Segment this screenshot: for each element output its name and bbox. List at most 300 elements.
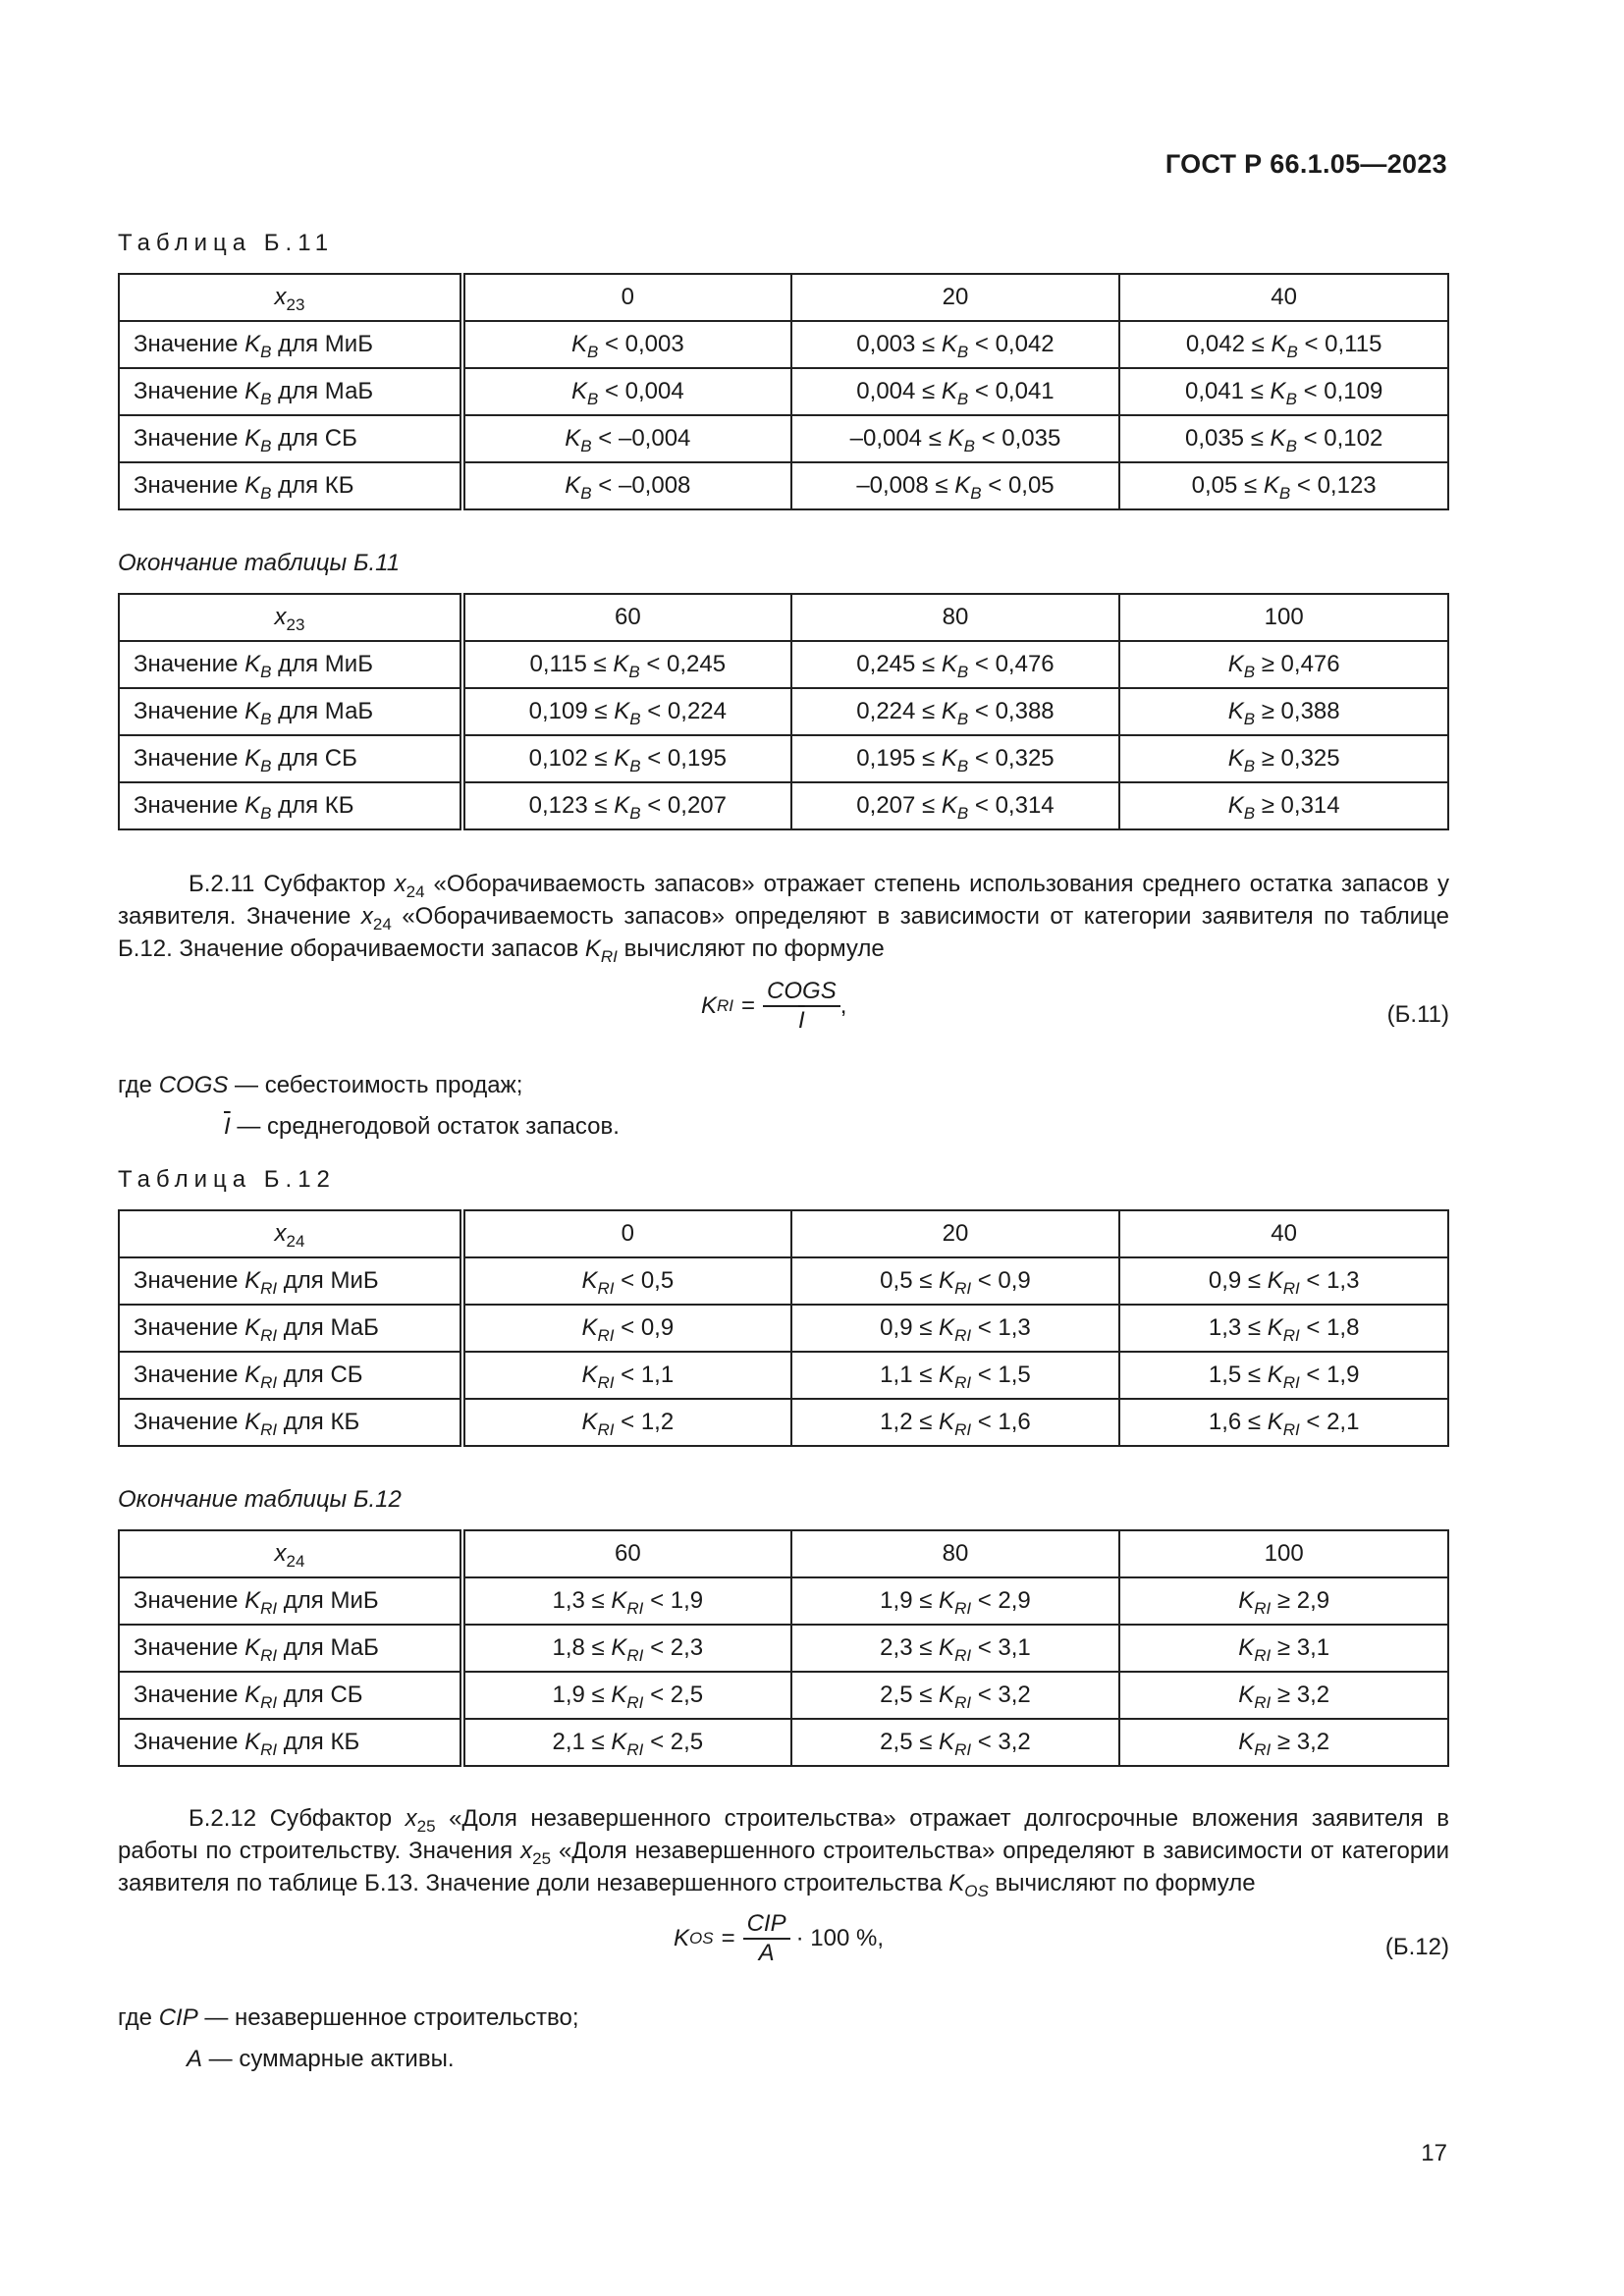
coefficient-subscript: B (586, 343, 599, 361)
row-label-text: для МаБ (271, 698, 374, 724)
row-label-text: Значение (134, 1587, 245, 1614)
column-header-cell: 20 (791, 274, 1120, 321)
range-upper: < 0,123 (1290, 472, 1377, 499)
row-label-text: для МиБ (271, 331, 373, 357)
coefficient-symbol: K (614, 698, 630, 724)
coefficient-subscript: RI (597, 1373, 615, 1392)
range-upper: < 0,102 (1296, 425, 1383, 452)
value-cell (791, 1625, 1120, 1672)
coefficient-symbol: K (1271, 331, 1287, 357)
coefficient-symbol: K (941, 378, 957, 404)
row-label-cell (119, 321, 462, 368)
where-b12-line2 (187, 2046, 454, 2073)
coefficient-symbol: K (1238, 1634, 1255, 1661)
range-upper: < 1,5 (971, 1362, 1031, 1388)
range-upper: < 2,5 (643, 1682, 704, 1708)
row-label-cell (119, 782, 462, 829)
variable-subscript: 25 (416, 1817, 436, 1836)
row-label-text: для СБ (277, 1682, 363, 1708)
paragraph-text: «Оборачиваемость запасов» определяют в зависимости от категории заявителя по таблице Б.12. Значение оборачиваемости запасов (118, 903, 1449, 962)
coefficient-symbol: K (1270, 378, 1286, 404)
row-label-text: для МаБ (277, 1634, 379, 1661)
page-number: 17 (1421, 2140, 1447, 2166)
range-upper: < 3,2 (971, 1729, 1031, 1755)
variable-symbol: x (405, 1805, 417, 1832)
row-label-text: для МиБ (277, 1587, 379, 1614)
fraction (743, 1910, 790, 1967)
range-lower: 0,224 ≤ (856, 698, 942, 724)
variable-header-cell (119, 594, 462, 641)
range-lower: 1,3 ≤ (552, 1587, 612, 1614)
value-cell (462, 462, 791, 509)
variable-subscript: 23 (286, 615, 305, 634)
row-label-text: Значение (134, 1682, 245, 1708)
coefficient-symbol: K (244, 1682, 261, 1708)
range-lower: 0,5 ≤ (880, 1267, 940, 1294)
range-lower: 1,9 ≤ (552, 1682, 612, 1708)
standard-designation: ГОСТ Р 66.1.05—2023 (1164, 149, 1447, 179)
coefficient-symbol: K (1267, 1362, 1283, 1388)
coefficient-subscript: RI (954, 1693, 972, 1712)
coefficient-subscript: RI (626, 1646, 644, 1665)
row-label-text: для СБ (271, 745, 357, 772)
row-label-cell (119, 1257, 462, 1305)
table-b12-end (118, 1529, 1449, 1767)
range-upper: ≥ 3,1 (1271, 1634, 1330, 1661)
variable-subscript: 24 (406, 882, 425, 901)
range-upper: < 1,3 (971, 1314, 1031, 1341)
range-upper: < 2,5 (643, 1729, 704, 1755)
coefficient-symbol: K (1238, 1682, 1255, 1708)
row-label-cell (119, 415, 462, 462)
row-label-cell (119, 368, 462, 415)
range-lower: 0,9 ≤ (1208, 1267, 1268, 1294)
range-lower: 0,05 ≤ (1191, 472, 1264, 499)
table-row (119, 1577, 1448, 1625)
column-header-cell: 0 (462, 1210, 791, 1257)
coefficient-subscript: RI (600, 947, 618, 966)
range-upper: < 2,9 (971, 1587, 1031, 1614)
value-cell (1119, 1399, 1448, 1446)
table-row (119, 1399, 1448, 1446)
coefficient-subscript: B (1286, 343, 1298, 361)
where-definition: — себестоимость продаж; (228, 1072, 523, 1098)
table-row (119, 1719, 1448, 1766)
coefficient-symbol: K (581, 1314, 598, 1341)
column-header-cell: 100 (1119, 594, 1448, 641)
value-cell (791, 368, 1120, 415)
where-definition: — среднегодовой остаток запасов. (230, 1113, 620, 1140)
range-upper: < 1,6 (971, 1409, 1031, 1435)
table-row (119, 415, 1448, 462)
coefficient-symbol: K (1267, 1314, 1283, 1341)
column-header-cell: 60 (462, 594, 791, 641)
coefficient-symbol: K (948, 1870, 965, 1896)
value-cell (462, 1257, 791, 1305)
table-header-row (119, 1210, 1448, 1257)
variable-subscript: 24 (286, 1552, 305, 1571)
coefficient-subscript: RI (1282, 1420, 1300, 1439)
row-label-cell (119, 688, 462, 735)
table-row (119, 368, 1448, 415)
table-row (119, 735, 1448, 782)
range-upper: < 0,314 (968, 792, 1055, 819)
coefficient-symbol: K (244, 472, 261, 499)
paragraph-text: «Доля незавершенного строительства» определяют в зависимости от категории заявителя по таблице Б.13. Значение доли незавершенного строительства (118, 1838, 1449, 1896)
coefficient-subscript: B (1278, 484, 1291, 503)
fraction-numerator: COGS (763, 978, 840, 1007)
table-row (119, 688, 1448, 735)
value-cell (462, 1399, 791, 1446)
paragraph-text: «Доля незавершенного строительства» отражает долгосрочные вложения заявителя в работы по строительству. Значения (118, 1805, 1450, 1864)
coefficient-subscript: B (260, 663, 272, 681)
formula-lhs: K (701, 992, 718, 1019)
coefficient-subscript: RI (260, 1646, 278, 1665)
coefficient-subscript: B (1243, 663, 1256, 681)
row-label-text: для КБ (271, 472, 354, 499)
where-b11-line2 (224, 1113, 620, 1141)
paragraph-text: «Оборачиваемость запасов» отражает степень использования среднего остатка запасов у заявителя. Значение (118, 871, 1450, 930)
range-lower: 0,115 ≤ (529, 651, 614, 677)
coefficient-symbol: K (939, 1587, 955, 1614)
row-label-cell (119, 641, 462, 688)
range-upper: ≥ 3,2 (1271, 1682, 1330, 1708)
coefficient-subscript: RI (626, 1599, 644, 1618)
coefficient-subscript: B (956, 390, 969, 408)
value-cell (1119, 1719, 1448, 1766)
value-cell (462, 1672, 791, 1719)
coefficient-symbol: K (1270, 425, 1286, 452)
coefficient-symbol: K (244, 1362, 261, 1388)
where-definition: — незавершенное строительство; (197, 2004, 579, 2031)
paragraph-text: вычисляют по формуле (617, 935, 885, 962)
row-label-text: для КБ (271, 792, 354, 819)
fraction (763, 978, 840, 1035)
range-upper: < 0,207 (640, 792, 727, 819)
coefficient-subscript: B (956, 710, 969, 728)
value-cell (462, 782, 791, 829)
table-row (119, 1672, 1448, 1719)
table-b12 (118, 1209, 1449, 1447)
column-header-cell: 100 (1119, 1530, 1448, 1577)
range-upper: < 0,9 (971, 1267, 1031, 1294)
value-cell (462, 1719, 791, 1766)
row-label-text: для МаБ (277, 1314, 379, 1341)
value-cell (1119, 782, 1448, 829)
variable-subscript: 23 (286, 295, 305, 314)
coefficient-symbol: K (941, 745, 957, 772)
coefficient-subscript: B (260, 343, 272, 361)
paragraph-text: Б.2.11 Субфактор (189, 871, 395, 897)
table-row (119, 1352, 1448, 1399)
range-lower: 2,1 ≤ (552, 1729, 612, 1755)
where-symbol: COGS (158, 1072, 229, 1098)
formula-tail: , (839, 992, 847, 1019)
coefficient-subscript: RI (1254, 1646, 1272, 1665)
value-cell (791, 735, 1120, 782)
table-row (119, 462, 1448, 509)
row-label-cell (119, 1305, 462, 1352)
coefficient-symbol: K (611, 1634, 627, 1661)
paragraph-b2-11 (118, 868, 1449, 965)
coefficient-symbol: K (244, 331, 261, 357)
range-upper: < 1,9 (1299, 1362, 1360, 1388)
table-row (119, 321, 1448, 368)
row-label-cell (119, 735, 462, 782)
range-lower: 1,5 ≤ (1208, 1362, 1268, 1388)
range-upper: < 1,2 (614, 1409, 675, 1435)
value-cell (1119, 321, 1448, 368)
row-label-text: Значение (134, 1314, 245, 1341)
coefficient-subscript: B (956, 663, 969, 681)
coefficient-symbol: K (581, 1267, 598, 1294)
formula-b11-number: (Б.11) (1386, 1001, 1449, 1028)
coefficient-subscript: RI (260, 1373, 278, 1392)
coefficient-subscript: RI (260, 1420, 278, 1439)
coefficient-symbol: K (939, 1682, 955, 1708)
value-cell (1119, 688, 1448, 735)
where-b11-line1 (118, 1072, 522, 1099)
where-symbol: CIP (158, 2004, 198, 2031)
column-header-cell: 40 (1119, 1210, 1448, 1257)
range-lower: 0,041 ≤ (1184, 378, 1271, 404)
coefficient-symbol: K (1227, 792, 1244, 819)
coefficient-symbol: K (939, 1362, 955, 1388)
row-label-cell (119, 1719, 462, 1766)
coefficient-subscript: B (956, 804, 969, 823)
coefficient-symbol: K (244, 1729, 261, 1755)
range-upper: < 0,035 (974, 425, 1061, 452)
variable-symbol: x (274, 284, 287, 310)
coefficient-symbol: K (611, 1729, 627, 1755)
range-upper: < 3,2 (971, 1682, 1031, 1708)
where-symbol: A (187, 2046, 203, 2072)
table-b11 (118, 273, 1449, 510)
column-header-cell: 80 (791, 594, 1120, 641)
variable-symbol: x (520, 1838, 533, 1864)
range-upper: < 1,8 (1299, 1314, 1360, 1341)
range-lower: 1,3 ≤ (1208, 1314, 1268, 1341)
value-cell (791, 1719, 1120, 1766)
range-lower: 0,003 ≤ (856, 331, 942, 357)
formula-b11: K RI = COGS $\overline{I}$ , (701, 978, 847, 1034)
coefficient-symbol: K (244, 1634, 261, 1661)
range-upper: < –0,008 (591, 472, 691, 499)
where-definition: — суммарные активы. (202, 2046, 455, 2072)
row-label-cell (119, 1577, 462, 1625)
paragraph-text: вычисляют по формуле (988, 1870, 1256, 1896)
column-header-cell: 60 (462, 1530, 791, 1577)
coefficient-subscript: RI (1254, 1599, 1272, 1618)
range-lower: 2,3 ≤ (880, 1634, 940, 1661)
range-upper: < 0,476 (968, 651, 1055, 677)
value-cell (791, 1399, 1120, 1446)
range-upper: < 0,05 (981, 472, 1055, 499)
column-header-cell: 20 (791, 1210, 1120, 1257)
range-lower: 0,042 ≤ (1185, 331, 1272, 357)
value-cell (1119, 641, 1448, 688)
fraction-denominator: A (758, 1940, 775, 1966)
value-cell (462, 1625, 791, 1672)
row-label-text: Значение (134, 745, 245, 772)
coefficient-symbol: K (939, 1314, 955, 1341)
coefficient-subscript: RI (260, 1740, 278, 1759)
coefficient-subscript: B (956, 757, 969, 775)
range-lower: 2,5 ≤ (880, 1682, 940, 1708)
paragraph-b2-12 (118, 1802, 1449, 1899)
variable-subscript: 24 (372, 915, 392, 934)
coefficient-symbol: K (941, 698, 957, 724)
coefficient-symbol: K (1263, 472, 1279, 499)
coefficient-symbol: K (611, 1682, 627, 1708)
coefficient-subscript: RI (597, 1326, 615, 1345)
row-label-text: Значение (134, 425, 245, 452)
range-upper: < 0,325 (968, 745, 1055, 772)
value-cell (462, 1305, 791, 1352)
coefficient-subscript: RI (1282, 1326, 1300, 1345)
value-cell (462, 688, 791, 735)
variable-symbol: x (360, 903, 373, 930)
coefficient-subscript: RI (954, 1646, 972, 1665)
value-cell (791, 641, 1120, 688)
row-label-cell (119, 1399, 462, 1446)
value-cell (791, 688, 1120, 735)
range-upper: ≥ 0,388 (1255, 698, 1340, 724)
coefficient-subscript: B (260, 757, 272, 775)
coefficient-symbol: K (570, 331, 587, 357)
variable-symbol: x (274, 604, 287, 630)
variable-symbol: x (394, 871, 406, 897)
coefficient-subscript: RI (954, 1599, 972, 1618)
variable-header-cell (119, 274, 462, 321)
range-upper: < 0,109 (1296, 378, 1383, 404)
coefficient-symbol: K (613, 651, 629, 677)
range-lower: –0,008 ≤ (856, 472, 955, 499)
variable-symbol: x (274, 1220, 287, 1247)
range-upper: < 0,042 (968, 331, 1055, 357)
coefficient-symbol: K (570, 378, 587, 404)
coefficient-symbol: K (244, 745, 261, 772)
coefficient-symbol: K (939, 1267, 955, 1294)
range-lower: 0,109 ≤ (528, 698, 615, 724)
coefficient-symbol: K (565, 472, 581, 499)
coefficient-subscript: B (1243, 757, 1256, 775)
range-lower: 0,035 ≤ (1184, 425, 1271, 452)
range-upper: < 1,9 (643, 1587, 704, 1614)
coefficient-subscript: RI (597, 1420, 615, 1439)
coefficient-symbol: K (939, 1409, 955, 1435)
row-label-cell (119, 1625, 462, 1672)
coefficient-subscript: RI (597, 1279, 615, 1298)
variable-header-cell (119, 1210, 462, 1257)
range-upper: < 0,004 (598, 378, 684, 404)
column-header-cell: 80 (791, 1530, 1120, 1577)
coefficient-symbol: K (1227, 698, 1244, 724)
value-cell (1119, 1625, 1448, 1672)
value-cell (1119, 735, 1448, 782)
row-label-text: Значение (134, 698, 245, 724)
formula-tail: · 100 %, (795, 1925, 884, 1951)
coefficient-subscript: B (586, 390, 599, 408)
range-upper: < 0,115 (1297, 331, 1382, 357)
value-cell (462, 1352, 791, 1399)
table-row (119, 1305, 1448, 1352)
coefficient-subscript: RI (954, 1326, 972, 1345)
coefficient-symbol: K (244, 1314, 261, 1341)
range-upper: < 0,9 (614, 1314, 675, 1341)
row-label-text: Значение (134, 1362, 245, 1388)
range-lower: 1,9 ≤ (880, 1587, 940, 1614)
coefficient-subscript: B (628, 663, 640, 681)
row-label-text: для КБ (277, 1409, 360, 1435)
range-lower: 0,102 ≤ (528, 745, 615, 772)
range-upper: ≥ 0,325 (1255, 745, 1340, 772)
formula-b12: K OS = CIP A · 100 %, (674, 1910, 884, 1966)
paragraph-text: Б.2.12 Субфактор (189, 1805, 406, 1832)
equals-sign: = (721, 1925, 735, 1951)
coefficient-symbol: K (1267, 1409, 1283, 1435)
fraction-denominator: $\overline{I}$ (798, 1007, 805, 1034)
range-upper: < 3,1 (971, 1634, 1031, 1661)
table-row (119, 1257, 1448, 1305)
coefficient-subscript: RI (626, 1740, 644, 1759)
row-label-text: Значение (134, 1634, 245, 1661)
coefficient-symbol: K (244, 651, 261, 677)
value-cell (791, 415, 1120, 462)
formula-lhs: K (674, 1925, 690, 1951)
coefficient-subscript: RI (260, 1279, 278, 1298)
where-prefix: где (118, 2004, 159, 2031)
coefficient-subscript: RI (1282, 1279, 1300, 1298)
coefficient-subscript: RI (954, 1740, 972, 1759)
variable-subscript: 24 (286, 1232, 305, 1251)
row-label-text: Значение (134, 378, 245, 404)
range-upper: < 0,003 (598, 331, 684, 357)
value-cell (791, 1257, 1120, 1305)
range-lower: 2,5 ≤ (880, 1729, 940, 1755)
row-label-text: для МиБ (271, 651, 373, 677)
range-lower: 0,9 ≤ (880, 1314, 940, 1341)
coefficient-subscript: RI (954, 1420, 972, 1439)
value-cell (462, 368, 791, 415)
coefficient-symbol: K (244, 425, 261, 452)
range-upper: < 2,1 (1299, 1409, 1360, 1435)
table-header-row (119, 594, 1448, 641)
row-label-text: для СБ (271, 425, 357, 452)
value-cell (791, 1577, 1120, 1625)
coefficient-subscript: B (1285, 437, 1297, 455)
table-header-row (119, 1530, 1448, 1577)
range-upper: < 2,3 (643, 1634, 704, 1661)
range-lower: –0,004 ≤ (849, 425, 948, 452)
coefficient-subscript: RI (260, 1326, 278, 1345)
table-row (119, 641, 1448, 688)
row-label-text: Значение (134, 472, 245, 499)
range-lower: 0,123 ≤ (528, 792, 615, 819)
value-cell (1119, 368, 1448, 415)
coefficient-symbol: K (611, 1587, 627, 1614)
coefficient-subscript: B (260, 390, 272, 408)
row-label-text: Значение (134, 792, 245, 819)
row-label-cell (119, 462, 462, 509)
coefficient-symbol: K (1238, 1587, 1255, 1614)
coefficient-subscript: B (629, 710, 641, 728)
fraction-numerator: CIP (743, 1910, 790, 1940)
value-cell (791, 1305, 1120, 1352)
column-header-cell: 40 (1119, 274, 1448, 321)
coefficient-symbol: K (941, 651, 957, 677)
coefficient-subscript: RI (1282, 1373, 1300, 1392)
